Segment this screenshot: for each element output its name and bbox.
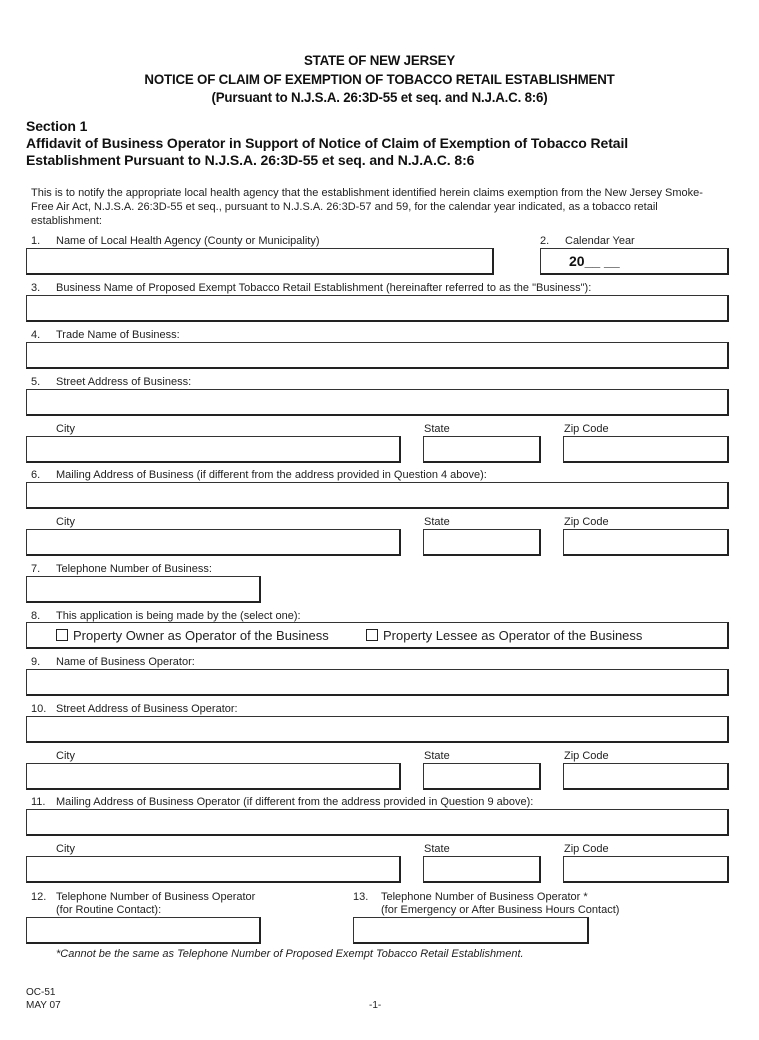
q3-number: 3. [31, 282, 41, 294]
q10-city-label: City [56, 750, 75, 762]
mailing-state-input[interactable] [424, 530, 539, 554]
q9-number: 9. [31, 656, 41, 668]
calendar-year-value: 20__ __ [569, 253, 620, 269]
q5-label [31, 376, 191, 389]
q10-state-label: State [424, 750, 450, 762]
q6-label-text: Mailing Address of Business (if different from the address provided in Question 4 above): [56, 469, 487, 481]
operator-routine-phone-field[interactable] [26, 917, 261, 944]
operator-street-field[interactable] [26, 716, 729, 743]
operator-mailing-city-field[interactable] [26, 856, 401, 883]
q7-label [31, 563, 212, 576]
q3-label [31, 282, 591, 295]
operator-city-field[interactable] [26, 763, 401, 790]
business-mailing-field[interactable] [26, 482, 729, 509]
q11-city-label: City [56, 843, 75, 855]
mailing-city-input[interactable] [27, 530, 399, 554]
operator-name-field[interactable] [26, 669, 729, 696]
q6-zip-label: Zip Code [564, 516, 609, 528]
q5-state-label: State [424, 423, 450, 435]
operator-mailing-state-input[interactable] [424, 857, 539, 881]
mailing-state-field[interactable] [423, 529, 541, 556]
operator-state-input[interactable] [424, 764, 539, 788]
q4-label [31, 329, 180, 342]
form-revision: MAY 07 [26, 1000, 61, 1011]
q5-city-label: City [56, 423, 75, 435]
q2-label-text: Calendar Year [565, 235, 635, 247]
operator-mailing-input[interactable] [27, 810, 727, 834]
section-title: Section 1 [26, 118, 88, 134]
q5-label-text: Street Address of Business: [56, 376, 192, 388]
business-state-input[interactable] [424, 437, 539, 461]
operator-mailing-zip-field[interactable] [563, 856, 729, 883]
q4-label-text: Trade Name of Business: [56, 329, 180, 341]
q7-number: 7. [31, 563, 41, 575]
intro-paragraph: This is to notify the appropriate local health agency that the establishment identified herein claims exemption from the New Jersey Smoke-Free Air Act, N.J.S.A. 26:3D-55 et seq., pursuant to N.J.S.A. 26:3D-57 and 59, for the calendar year indicated, as a tobacco retail establishment: [31, 187, 703, 227]
operator-state-field[interactable] [423, 763, 541, 790]
q7-label-text: Telephone Number of Business: [56, 563, 212, 575]
q10-number: 10. [31, 703, 47, 715]
q12-label [31, 891, 255, 904]
operator-street-input[interactable] [27, 717, 727, 741]
q11-state-label: State [424, 843, 450, 855]
business-phone-input[interactable] [27, 577, 259, 601]
calendar-year-field[interactable] [540, 248, 729, 275]
local-health-agency-field[interactable] [26, 248, 494, 275]
q1-label [31, 235, 320, 248]
mailing-city-field[interactable] [26, 529, 401, 556]
business-city-field[interactable] [26, 436, 401, 463]
option-property-lessee[interactable] [366, 628, 642, 643]
q8-number: 8. [31, 610, 41, 622]
q10-label [31, 703, 238, 716]
business-city-input[interactable] [27, 437, 399, 461]
q2-number: 2. [540, 235, 550, 247]
business-street-input[interactable] [27, 390, 727, 414]
form-title-statute: (Pursuant to N.J.S.A. 26:3D-55 et seq. and N.J.A.C. 8:6) [211, 89, 548, 105]
q6-number: 6. [31, 469, 41, 481]
operator-name-input[interactable] [27, 670, 727, 694]
q12-label-line2: (for Routine Contact): [56, 904, 162, 916]
q11-label-text: Mailing Address of Business Operator (if different from the address provided in Question 9 above): [56, 796, 534, 808]
q1-number: 1. [31, 235, 41, 247]
checkbox-icon[interactable] [56, 629, 68, 641]
business-zip-field[interactable] [563, 436, 729, 463]
operator-mailing-zip-input[interactable] [564, 857, 727, 881]
business-street-field[interactable] [26, 389, 729, 416]
q9-label-text: Name of Business Operator: [56, 656, 195, 668]
q11-number: 11. [31, 796, 46, 808]
local-health-agency-input[interactable] [27, 249, 492, 273]
q6-city-label: City [56, 516, 75, 528]
section-subtitle-line2: Establishment Pursuant to N.J.S.A. 26:3D-55 et seq. and N.J.A.C. 8:6 [26, 152, 475, 168]
q6-state-label: State [424, 516, 450, 528]
q6-label [31, 469, 487, 482]
q13-label [353, 891, 588, 904]
q11-label [31, 796, 533, 809]
business-phone-field[interactable] [26, 576, 261, 603]
q11-zip-label: Zip Code [564, 843, 609, 855]
section-subtitle-line1: Affidavit of Business Operator in Support of Notice of Claim of Exemption of Tobacco Retail [26, 135, 629, 151]
option-property-owner[interactable] [56, 628, 329, 643]
operator-mailing-state-field[interactable] [423, 856, 541, 883]
form-code: OC-51 [26, 987, 56, 998]
mailing-zip-input[interactable] [564, 530, 727, 554]
q13-label-line1: Telephone Number of Business Operator * [381, 891, 588, 903]
operator-routine-phone-input[interactable] [27, 918, 259, 942]
q10-zip-label: Zip Code [564, 750, 609, 762]
form-title-notice: NOTICE OF CLAIM OF EXEMPTION OF TOBACCO RETAIL ESTABLISHMENT [144, 71, 615, 87]
phone-footnote: *Cannot be the same as Telephone Number of Proposed Exempt Tobacco Retail Establishment. [56, 948, 524, 960]
business-zip-input[interactable] [564, 437, 727, 461]
trade-name-input[interactable] [27, 343, 727, 367]
q12-label-line1: Telephone Number of Business Operator [56, 891, 256, 903]
business-name-input[interactable] [27, 296, 727, 320]
business-name-field[interactable] [26, 295, 729, 322]
q4-number: 4. [31, 329, 41, 341]
q5-zip-label: Zip Code [564, 423, 609, 435]
operator-city-input[interactable] [27, 764, 399, 788]
business-state-field[interactable] [423, 436, 541, 463]
operator-zip-field[interactable] [563, 763, 729, 790]
option-property-lessee-label: Property Lessee as Operator of the Business [383, 628, 643, 643]
q13-label-line2: (for Emergency or After Business Hours Contact) [381, 904, 620, 916]
q10-label-text: Street Address of Business Operator: [56, 703, 238, 715]
q13-number: 13. [353, 891, 369, 903]
form-title-state: STATE OF NEW JERSEY [303, 52, 456, 68]
q9-label [31, 656, 195, 669]
operator-emergency-phone-input[interactable] [354, 918, 587, 942]
q1-label-text: Name of Local Health Agency (County or Municipality) [56, 235, 320, 247]
q12-number: 12. [31, 891, 47, 903]
operator-emergency-phone-field[interactable] [353, 917, 589, 944]
q2-label [540, 235, 635, 248]
checkbox-icon[interactable] [366, 629, 378, 641]
option-property-owner-label: Property Owner as Operator of the Business [73, 628, 329, 643]
operator-mailing-field[interactable] [26, 809, 729, 836]
applicant-type-group [26, 622, 729, 649]
operator-mailing-city-input[interactable] [27, 857, 399, 881]
q3-label-text: Business Name of Proposed Exempt Tobacco Retail Establishment (hereinafter referred to as the "Business"): [56, 282, 592, 294]
business-mailing-input[interactable] [27, 483, 727, 507]
operator-zip-input[interactable] [564, 764, 727, 788]
page-number: -1- [369, 1000, 382, 1011]
q5-number: 5. [31, 376, 41, 388]
mailing-zip-field[interactable] [563, 529, 729, 556]
trade-name-field[interactable] [26, 342, 729, 369]
q8-label-text: This application is being made by the (select one): [56, 610, 301, 622]
